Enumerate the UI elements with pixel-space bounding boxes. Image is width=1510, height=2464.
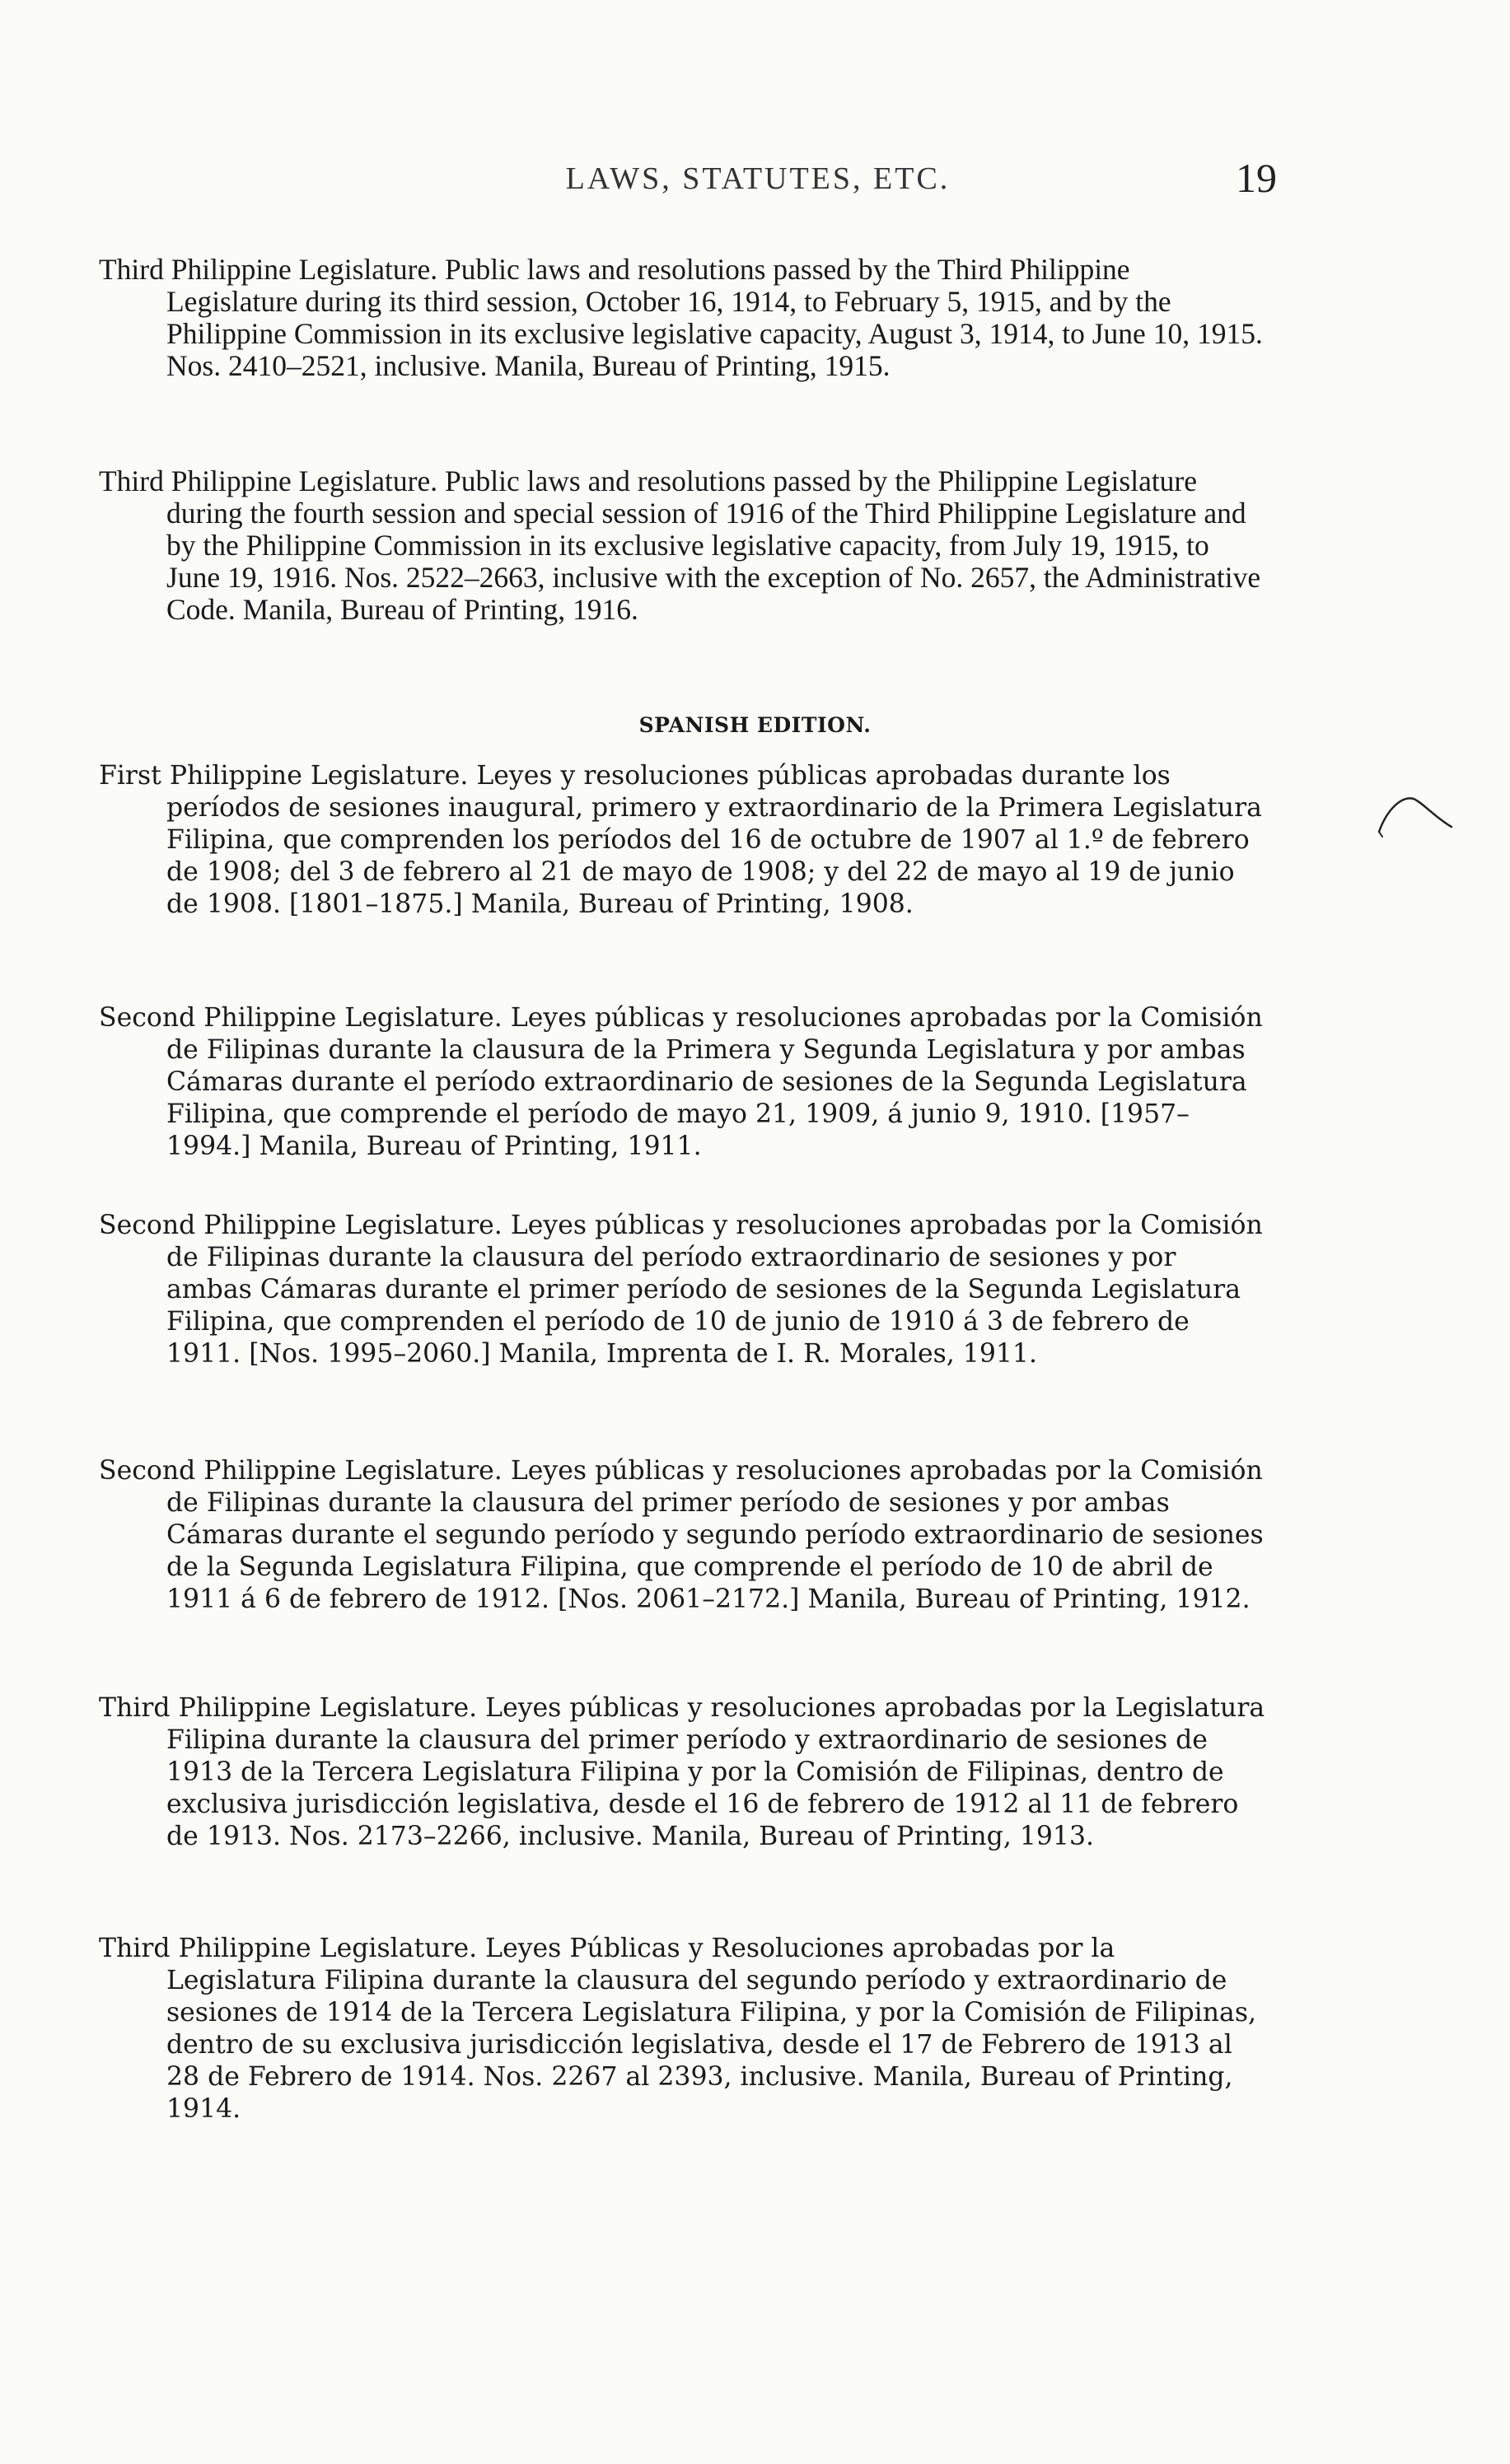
english-entry-2 [99, 465, 1269, 626]
entry-heading: Second Philippine Legislature. [99, 1003, 503, 1033]
spanish-entry-5 [99, 1692, 1269, 1853]
english-entry-1 [99, 254, 1269, 382]
entry-heading: Second Philippine Legislature. [99, 1211, 503, 1240]
page-number: 19 [1236, 155, 1277, 201]
entry-text: Leyes públicas y resoluciones aprobadas por la Comisión de Filipinas durante la clausura del primer período de sesiones y por ambas Cámaras durante el segundo período y segundo período extraordinario de sesiones de la Segunda Legislatura Filipina, que comprende el período de 10 de abril de 1911 á 6 de febrero de 1912. [Nos. 2061–2172.] Manila, Bureau of Printing, 1912. [166, 1456, 1264, 1614]
entry-heading: Third Philippine Legislature. [99, 253, 438, 286]
page-header [0, 155, 1510, 210]
margin-pencil-mark [1374, 791, 1456, 848]
entry-text: Leyes públicas y resoluciones aprobadas por la Comisión de Filipinas durante la clausura del período extraordinario de sesiones y por ambas Cámaras durante el primer período de sesiones de la Segunda Legislatura Filipina, que comprenden el período de 10 de junio de 1910 á 3 de febrero de 1911. [Nos. 1995–2060.] Manila, Imprenta de I. R. Morales, 1911. [166, 1211, 1263, 1369]
spanish-entry-4 [99, 1455, 1269, 1616]
entry-heading: Third Philippine Legislature. [99, 464, 438, 497]
spanish-entry-1 [99, 760, 1269, 921]
spanish-entry-3 [99, 1210, 1269, 1370]
section-title: SPANISH EDITION. [638, 713, 872, 737]
entry-text: Public laws and resolutions passed by the Third Philippine Legislature during its third session, October 16, 1914, to February 5, 1915, and by the Philippine Commission in its exclusive legislative capacity, August 3, 1914, to June 10, 1915. Nos. 2410–2521, inclusive. Manila, Bureau of Printing, 1915. [166, 253, 1263, 382]
running-head: LAWS, STATUTES, ETC. [565, 161, 951, 196]
entry-heading: First Philippine Legislature. [99, 761, 469, 791]
entry-heading: Third Philippine Legislature. [99, 1934, 478, 1963]
entry-text: Leyes y resoluciones públicas aprobadas durante los períodos de sesiones inaugural, primero y extraordinario de la Primera Legislatura Filipina, que comprenden los períodos del 16 de octubre de 1907 al 1.º de febrero de 1908; del 3 de febrero al 21 de mayo de 1908; y del 22 de mayo al 19 de junio de 1908. [1801–1875.] Manila, Bureau of Printing, 1908. [166, 761, 1262, 919]
entry-heading: Second Philippine Legislature. [99, 1456, 503, 1486]
entry-text: Leyes públicas y resoluciones aprobadas por la Legislatura Filipina durante la clausura del primer período y extraordinario de sesiones de 1913 de la Tercera Legislatura Filipina y por la Comisión de Filipinas, dentro de exclusiva jurisdicción legislativa, desde el 16 de febrero de 1912 al 11 de febrero de 1913. Nos. 2173–2266, inclusive. Manila, Bureau of Printing, 1913. [166, 1693, 1265, 1851]
spanish-entry-6 [99, 1933, 1269, 2126]
entry-text: Leyes públicas y resoluciones aprobadas por la Comisión de Filipinas durante la clausura de la Primera y Segunda Legislatura y por ambas Cámaras durante el período extraordinario de sesiones de la Segunda Legislatura Filipina, que comprende el período de mayo 21, 1909, á junio 9, 1910. [1957–1994.] Manila, Bureau of Printing, 1911. [166, 1003, 1263, 1161]
entry-text: Public laws and resolutions passed by the Philippine Legislature during the fourth session and special session of 1916 of the Third Philippine Legislature and by the Philippine Commission in its exclusive legislative capacity, from July 19, 1915, to June 19, 1916. Nos. 2522–2663, inclusive with the exception of No. 2657, the Administrative Code. Manila, Bureau of Printing, 1916. [166, 464, 1261, 626]
spanish-entry-2 [99, 1002, 1269, 1163]
entry-heading: Third Philippine Legislature. [99, 1693, 478, 1723]
entry-text: Leyes Públicas y Resoluciones aprobadas por la Legislatura Filipina durante la clausura del segundo período y extraordinario de sesiones de 1914 de la Tercera Legislatura Filipina, y por la Comisión de Filipinas, dentro de su exclusiva jurisdicción legislativa, desde el 17 de Febrero de 1913 al 28 de Febrero de 1914. Nos. 2267 al 2393, inclusive. Manila, Bureau of Printing, 1914. [166, 1934, 1256, 2124]
